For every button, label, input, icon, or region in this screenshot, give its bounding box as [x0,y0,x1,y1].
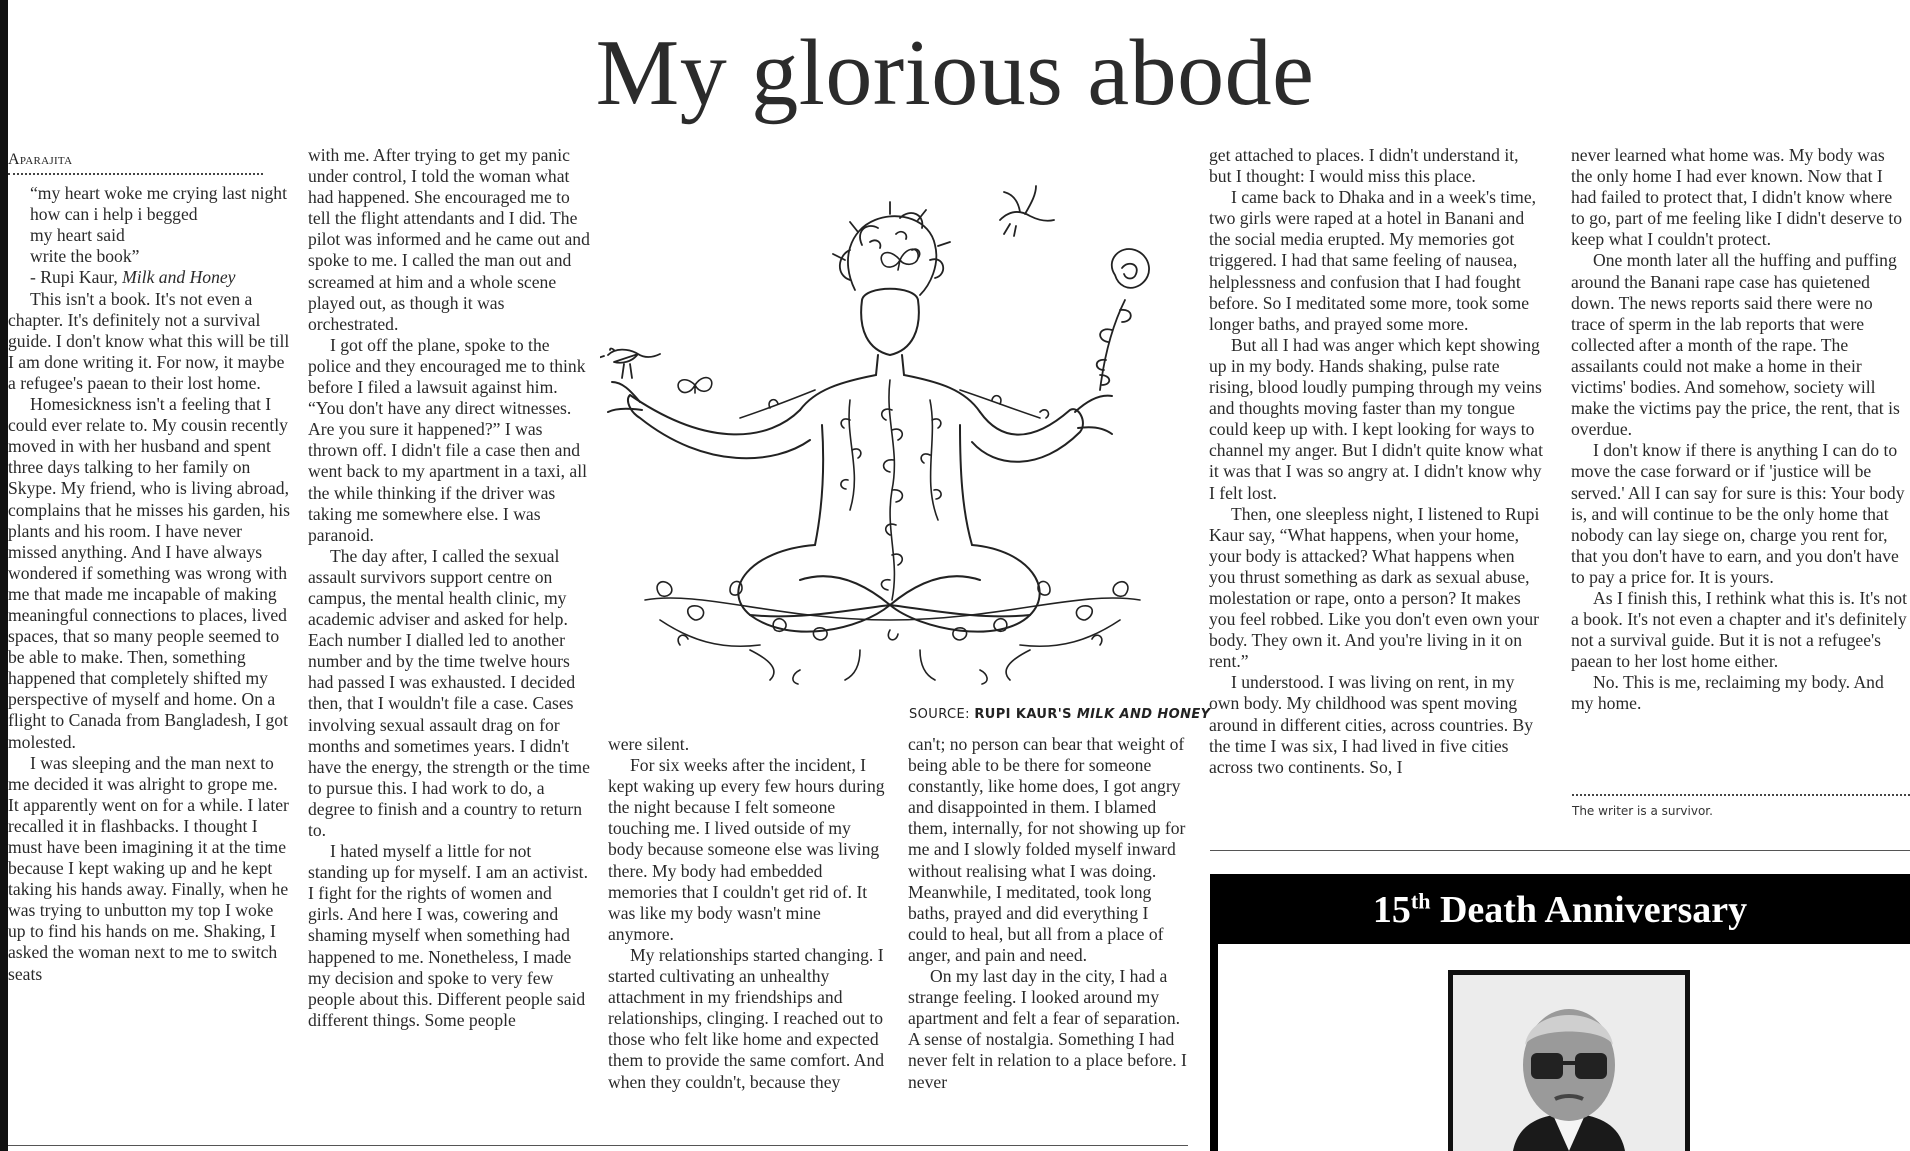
headline: My glorious abode [595,21,1315,125]
right-arm [972,409,1083,462]
article-column-6 [1571,145,1909,791]
paragraph: Then, one sleepless night, I listened to Rupi Kaur say, “What happens, when your home, your body is attacked? What happens when you thrust something as dark as sexual abuse, molestation or rape, onto a person? It makes you feel robbed. Like you don't even own your body. They own it. And you're living in it on rent.” [1209,503,1540,672]
anniversary-title [1210,888,1910,932]
paragraph: can't; no person can bear that weight of being able to be there for someone constantly, like home does, I got angry and disappointed in them. I blamed them, internally, for not showing up for me and I slowly folded myself inward without realising what I was doing. Meanwhile, I meditated, took long baths, prayed and did everything I could to heal, but all from a place of anger, and pain and need. [908,734,1186,965]
portrait-frame [1448,970,1690,1151]
paragraph: never learned what home was. My body was the only home I had ever known. Now that I had failed to protect that, I didn't know where to go, part of me feeling like I didn't deserve to keep what I couldn't protect. [1571,145,1902,250]
article-column-4 [908,734,1190,1123]
article-column-1 [8,147,292,1123]
butterfly-icon [881,249,918,270]
paragraph: As I finish this, I rethink what this is. It's not a book. It's not even a chapter and it's definitely not a survival guide. But it is not a refugee's paean to her lost home either. [1571,587,1907,672]
image-source-credit [909,707,1210,722]
epigraph [8,183,292,288]
hair-foliage [833,202,950,295]
paragraph: This isn't a book. It's not even a chapter. It's definitely not a survival guide. I don't know what this will be till I am done writing it. For now, it maybe a refugee's paean to their lost home. [8,288,290,393]
bird-icon [600,349,660,379]
paragraph: I was sleeping and the man next to me decided it was alright to grope me. It apparently went on for a while. I later recalled it in flashbacks. I thought I must have been imagining it at the time because I kept waking up and he kept taking his hands away. Finally, when he was trying to unbutton my top I woke up to find his hands on me. Shaking, I asked the woman next to me to switch seats [8,752,289,984]
legs [738,545,1039,632]
face [861,289,919,355]
epigraph-line: “my heart woke me crying last night [30,183,287,204]
article-end-rule [1572,794,1910,796]
byline: Aparajita [8,149,263,175]
article-column-5 [1209,145,1545,825]
writer-note: The writer is a survivor. [1572,804,1713,818]
portrait-illustration [1453,975,1685,1151]
anniversary-number: 15 [1372,889,1411,931]
paragraph: Homesickness isn't a feeling that I could ever relate to. My cousin recently moved in with her husband and spent three days talking to her family on Skype. My friend, who is living abroad, complains that he misses his garden, his plants and his room. I have never missed anything. And I have always wondered if something was wrong with me that made me incapable of making meaningful connections to places, lived spaces, that so many people seemed to be able to make. Then, something happened that completely shifted my perspective of myself and home. On a flight to Canada from Bangladesh, I got molested. [8,394,290,752]
source-prefix: SOURCE: [909,707,975,722]
illustration-meditating-figure [600,150,1185,700]
epigraph-line: write the book” [30,246,140,267]
article-column-3 [608,734,890,1123]
epigraph-line: my heart said [30,225,125,246]
bottom-rule [8,1145,1188,1146]
page-edge [0,0,8,1151]
attribution-work: Milk and Honey [122,267,236,288]
paragraph: The day after, I called the sexual assault survivors support centre on campus, the mental health clinic, my academic adviser and asked for help. Each number I dialled led to another number and by the time twelve hours had passed I was exhausted. I decided then, that I wouldn't file a case. Cases involving sexual assault drag on for months and sometimes years. I didn't have the energy, the strength or the time to pursue this. I had work to do, a degree to finish and a country to return to. [308,545,590,840]
paragraph: On my last day in the city, I had a strange feeling. I looked around my apartment and felt a fear of separation. A sense of nostalgia. Something I had never felt in relation to a place before. I never [908,966,1187,1092]
portrait-photo [1453,975,1685,1151]
left-hand [608,382,642,412]
paragraph: I came back to Dhaka and in a week's time, two girls were raped at a hotel in Banani and the social media erupted. My memories got triggered. I had that same feeling of nausea, helplessness and confusion that I had fought before. So I meditated some more, took some longer baths, and prayed some more. [1209,187,1537,334]
neck [876,355,904,375]
anniversary-body [1218,944,1910,1151]
left-arm [628,395,810,458]
paragraph: I got off the plane, spoke to the police and they encouraged me to think before I filed a lawsuit against him. “You don't have any direct witnesses. Are you sure it happened?” I was thrown off. I didn't file a case then and went back to my apartment in a taxi, all the while thinking if the driver was taking me somewhere else. I was paranoid. [308,334,587,545]
paragraph: I don't know if there is anything I can do to move the case forward or if 'justice will be served.' All I can say for sure is this: Your body is, and will continue to be the only home that nobody can lay siege on, charge you rent for, that you don't have to earn, and you don't have to pay a price for. It is yours. [1571,440,1905,587]
anniversary-label: Death Anniversary [1430,889,1748,931]
paragraph: get attached to places. I didn't understand it, but I thought: I would miss this place. [1209,145,1519,187]
paragraph: One month later all the huffing and puffing around the Banani rape case has quietened down. The news reports said there were no trace of sperm in the lab reports that were collected after a month of the rape. The assailants could not make a home in their victims' bodies. And somehow, society will make the victims pay the price, the rent, that is overdue. [1571,250,1900,440]
attribution-author: - Rupi Kaur, [30,267,123,288]
paragraph: My relationships started changing. I started cultivating an unhealthy attachment in my friendships and relationships, clinging. I reached out to those who felt like home and expected them to provide the same comfort. And when they couldn't, because they [608,944,885,1092]
paragraph: For six weeks after the incident, I kept waking up every few hours during the night because I felt someone touching me. I lived outside of my body because someone else was living there. My body had embedded memories that I couldn't get rid of. It was like my body wasn't mine anymore. [608,755,885,944]
rose-icon [1097,249,1149,390]
epigraph-attribution [8,267,292,288]
paragraph: No. This is me, reclaiming my body. And my home. [1571,672,1884,714]
anniversary-suffix: th [1410,888,1431,914]
section-divider [1210,850,1910,851]
flying-bird-icon [1000,186,1054,236]
paragraph: I understood. I was living on rent, in my own body. My childhood was spent moving around in different cities, across countries. By the time I was six, I had lived in five cities across two continents. So, I [1209,672,1534,777]
article-column-2 [308,145,590,1123]
paragraph: were silent. [608,734,690,754]
epigraph-line: how can i help i begged [30,204,198,225]
death-anniversary-notice [1210,874,1910,1151]
source-credit: RUPI KAUR'S [974,707,1077,722]
paragraph: with me. After trying to get my panic under control, I told the woman what had happened. She encouraged me to tell the flight attendants and I did. The pilot was informed and he came out and spoke to me. I called the man out and screamed at him and a whole scene played out, as though it was orchestrated. [308,145,590,334]
body-vines [740,380,1048,600]
butterfly-icon [678,378,712,393]
source-work: MILK AND HONEY [1076,707,1211,722]
paragraph: But all I had was anger which kept showing up in my body. Hands shaking, pulse rate rising, blood loudly pumping through my veins and thoughts moving faster than my tongue could keep up with. I kept looking for ways to channel my anger. But I didn't quite know what it was that I was so angry at. I didn't know why I felt lost. [1209,334,1543,503]
paragraph: I hated myself a little for not standing up for myself. I am an activist. I fight for the rights of women and girls. And here I was, cowering and shaming myself when something had happened to me. Nonetheless, I made my decision and spoke to very few people about this. Different people said different things. Some people [308,841,588,1030]
